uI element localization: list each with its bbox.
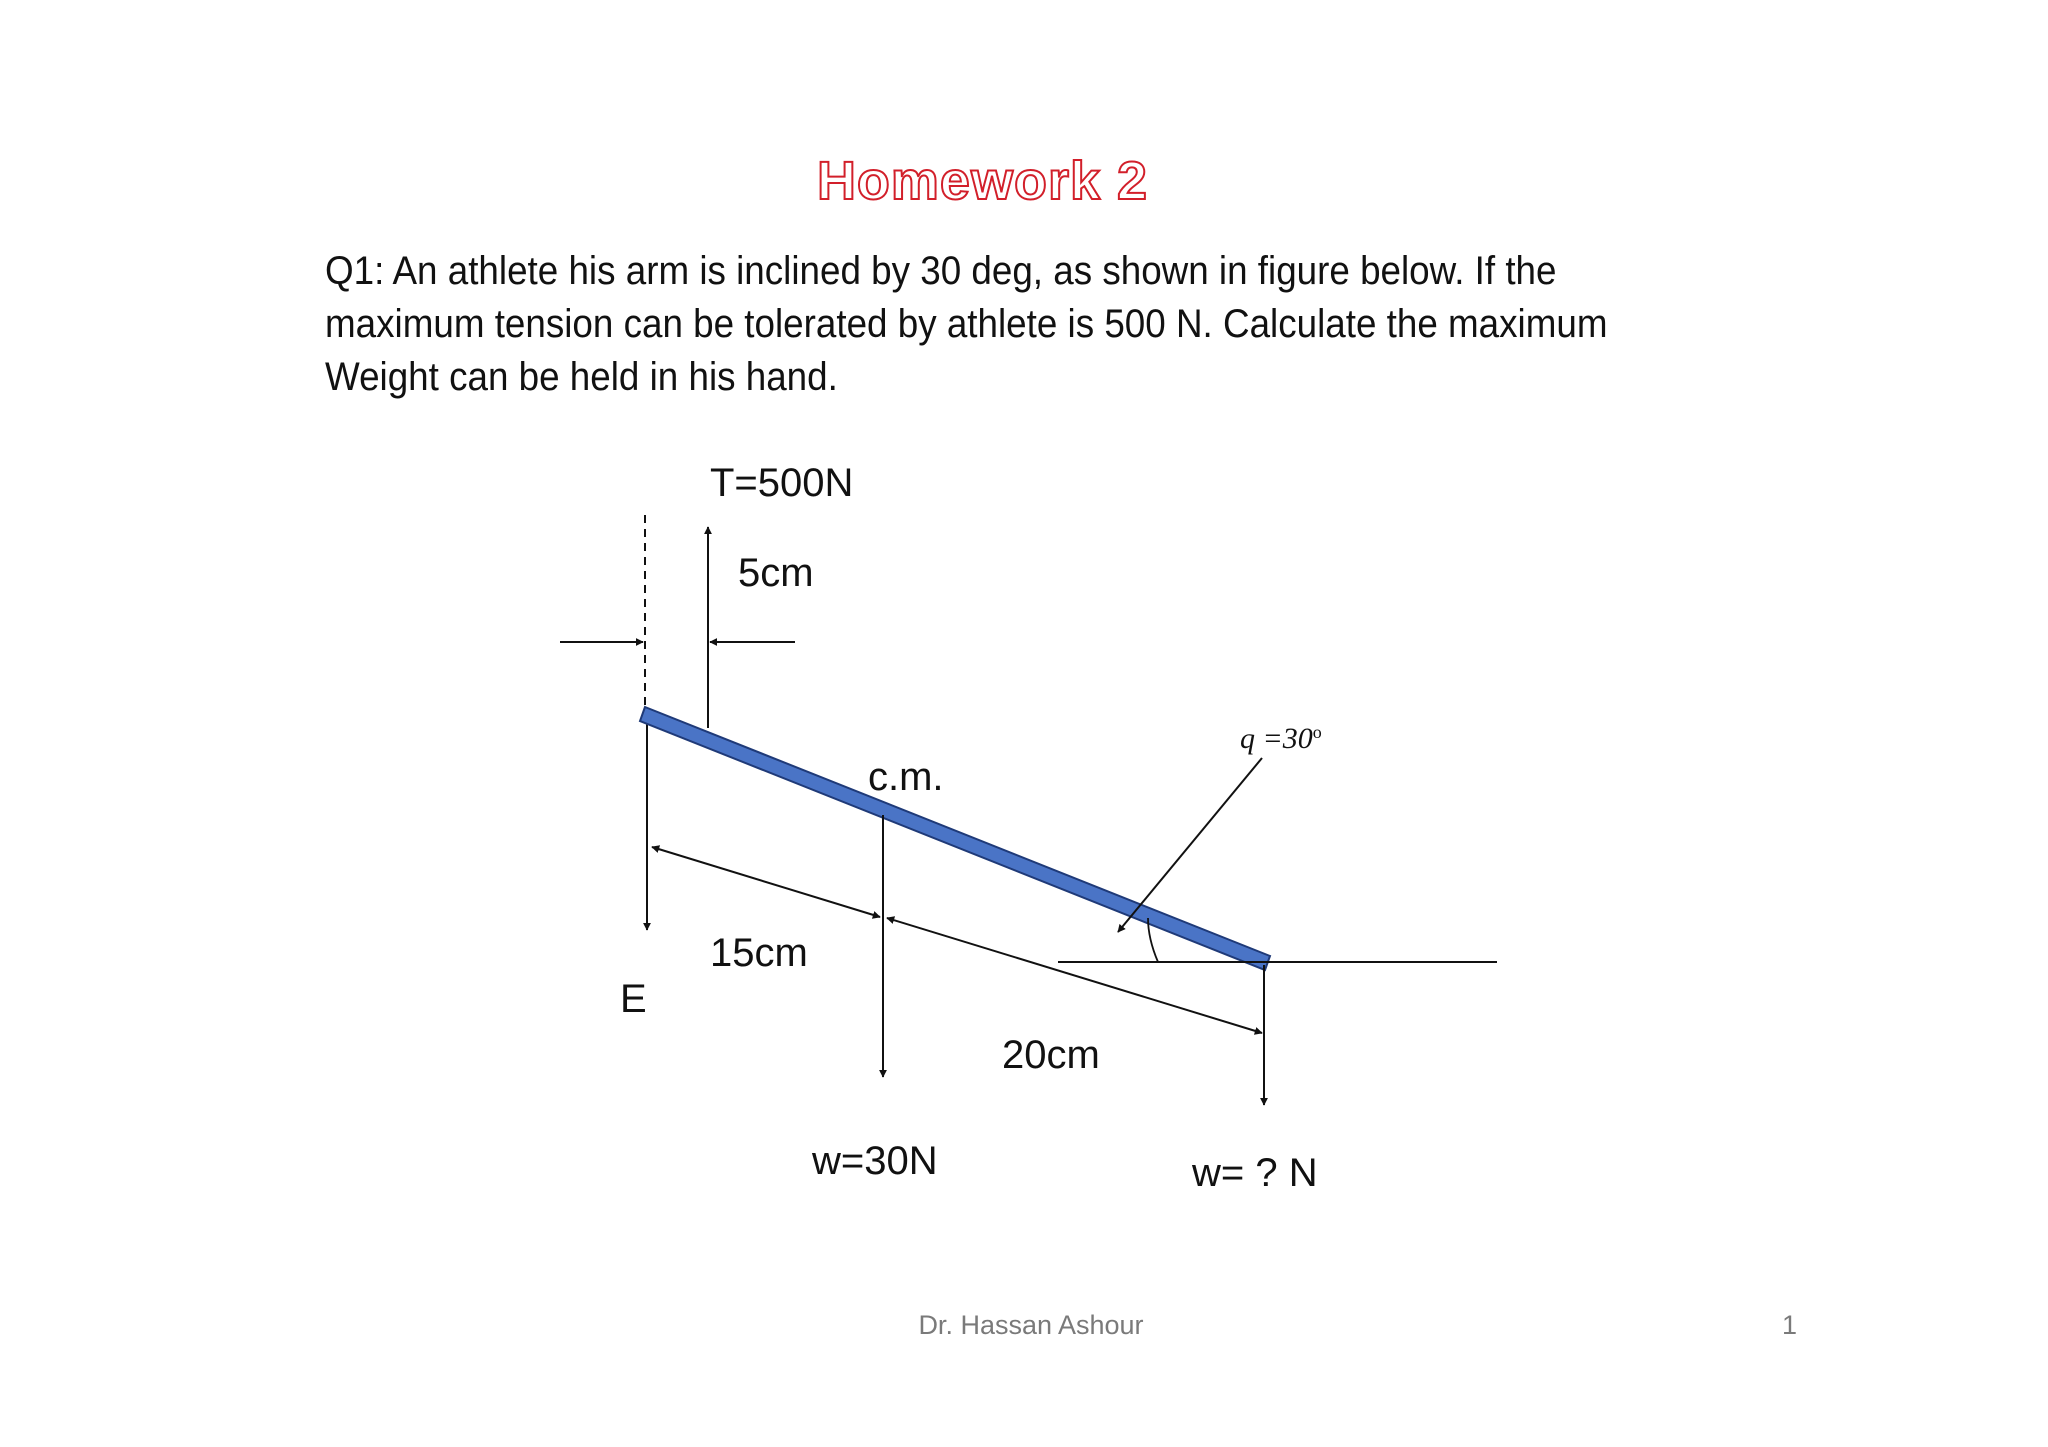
- footer-author: Dr. Hassan Ashour: [918, 1310, 1144, 1340]
- page-number: 1: [1782, 1310, 1798, 1340]
- theta-degree: o: [1312, 722, 1322, 742]
- cm-weight-label: w=30N: [812, 1139, 938, 1183]
- offset-label: 5cm: [738, 551, 814, 595]
- cm-label: c.m.: [868, 755, 944, 799]
- dimension-15cm-label: 15cm: [710, 931, 808, 975]
- theta-text: q =30: [1240, 722, 1313, 755]
- elbow-label: E: [620, 977, 647, 1021]
- tension-label: T=500N: [710, 461, 854, 505]
- theta-pointer-arrow: [1118, 758, 1262, 932]
- hand-weight-label: w= ? N: [1192, 1151, 1318, 1195]
- dimension-20cm-label: 20cm: [1002, 1033, 1100, 1077]
- question-text: Q1: An athlete his arm is inclined by 30 deg, as shown in figure below. If the maximum tension can be tolerated by athlete is 500 N. Calculate the maximum Weight can be held in his hand.: [325, 249, 1608, 399]
- page-title: Homework 2: [816, 151, 1149, 211]
- theta-label: [1240, 722, 1322, 755]
- dimension-15cm-line: [652, 847, 880, 917]
